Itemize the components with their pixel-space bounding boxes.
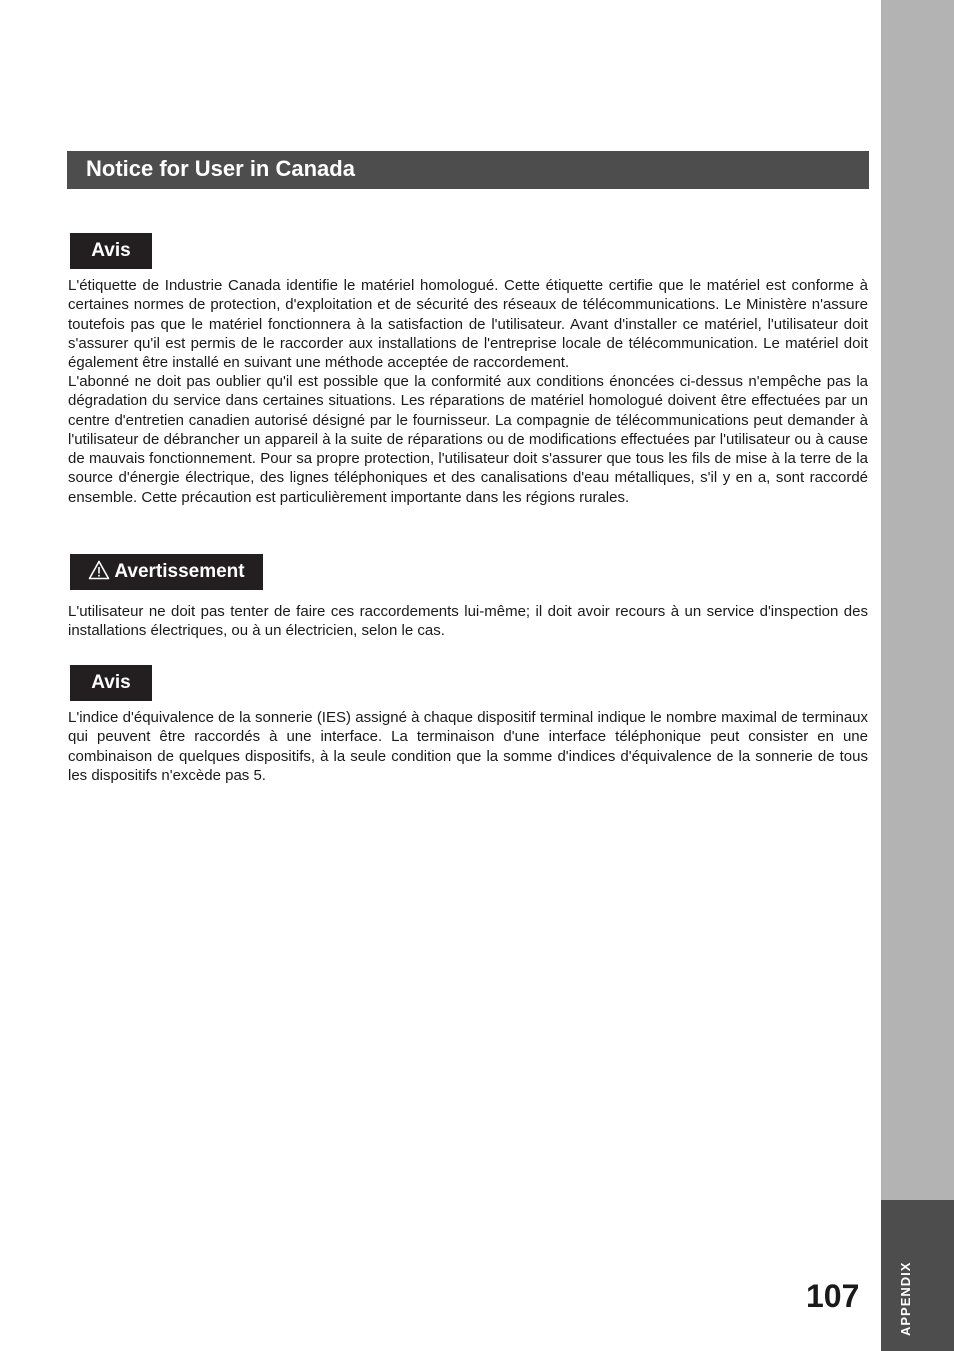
appendix-tab-label: APPENDIX: [898, 1261, 913, 1336]
page-title: Notice for User in Canada: [86, 156, 355, 181]
avis-1-paragraph-2: L'abonné ne doit pas oublier qu'il est possible que la conformité aux conditions énoncées ci-dessus n'empêche pas la dégradation du service dans certaines situations. Les réparations de matériel homologué doivent être effectuées par un centre d'entretien canadien autorisé désigné par le fournisseur. La compagnie de télécommunications peut demander à l'utilisateur de débrancher un appareil à la suite de réparations ou de modifications effectuées par l'utilisateur ou à cause de mauvais fonctionnement. Pour sa propre protection, l'utilisateur doit s'assurer que tous les fils de mise à la terre de la source d'énergie électrique, des lignes téléphoniques et des canalisations d'eau métalliques, s'il y en a, sont raccordé ensemble. Cette précaution est particulièrement importante dans les régions rurales.: [68, 373, 868, 506]
avertissement-paragraph: L'utilisateur ne doit pas tenter de faire ces raccordements lui-même; il doit avoir recours à un service d'inspection des installations électriques, ou à un électricien, selon le cas.: [68, 603, 868, 640]
avertissement-label: [70, 554, 263, 590]
appendix-tab: [881, 1200, 954, 1351]
side-strip: [881, 0, 954, 1200]
warning-triangle-icon: [88, 557, 110, 593]
page-title-bar: [67, 151, 869, 189]
avis-label-2: Avis: [70, 665, 152, 701]
avis-2-paragraph: L'indice d'équivalence de la sonnerie (IES) assigné à chaque dispositif terminal indique le nombre maximal de terminaux qui peuvent être raccordés à une interface. La terminaison d'une interface téléphonique peut consister en une combinaison de quelques dispositifs, à la seule condition que la somme d'indices d'équivalence de la sonnerie de tous les dispositifs n'excède pas 5.: [68, 709, 868, 784]
avis-label-1: Avis: [70, 233, 152, 269]
avis-1-paragraph-1: L'étiquette de Industrie Canada identifie le matériel homologué. Cette étiquette certifie que le matériel est conforme à certaines normes de protection, d'exploitation et de sécurité des réseaux de télécommunications. Le Ministère n'assure toutefois pas que le matériel fonctionnera à la satisfaction de l'utilisateur. Avant d'installer ce matériel, l'utilisateur doit s'assurer qu'il est permis de le raccorder aux installations de l'entreprise locale de télécommunication. Le matériel doit également être installé en suivant une méthode acceptée de raccordement.: [68, 277, 868, 372]
avertissement-label-text: Avertissement: [114, 561, 245, 582]
page-number: 107: [806, 1278, 860, 1314]
